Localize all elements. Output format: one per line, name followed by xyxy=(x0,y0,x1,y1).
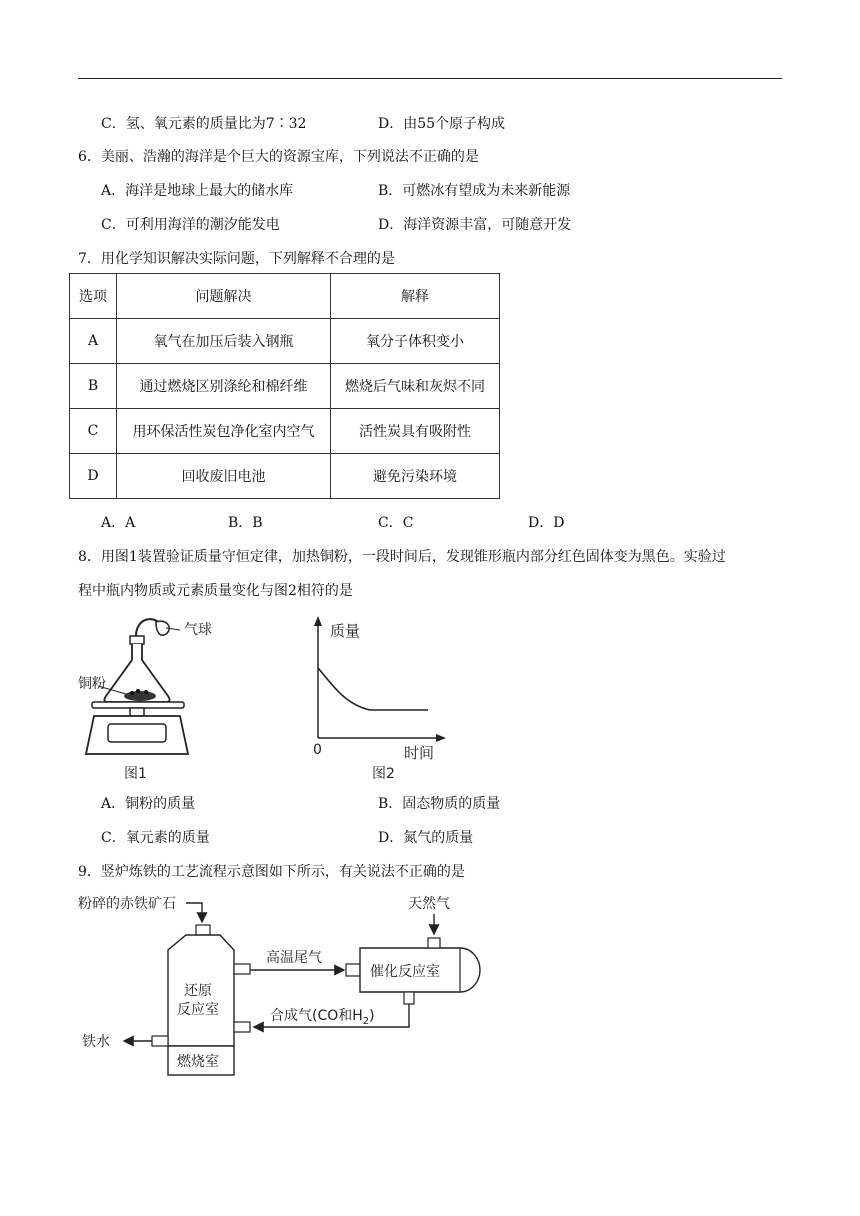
table-header-cell: 问题解决 xyxy=(117,274,331,319)
table-cell: 避免污染环境 xyxy=(331,454,500,499)
q8-stem-line2: 程中瓶内物质或元素质量变化与图2相符的是 xyxy=(78,583,353,599)
q6-option-b: B．可燃冰有望成为未来新能源 xyxy=(378,183,571,199)
table-row xyxy=(70,364,500,409)
syngas-label xyxy=(270,1007,375,1027)
q6-option-c: C．可利用海洋的潮汐能发电 xyxy=(101,217,280,233)
combustion-label: 燃烧室 xyxy=(177,1054,219,1070)
balance-display xyxy=(108,724,166,742)
gas-port xyxy=(428,938,440,948)
q7-option-d: D．D xyxy=(528,515,565,531)
fig1-copper-label: 铜粉 xyxy=(78,676,106,692)
ore-label: 粉碎的赤铁矿石 xyxy=(78,896,176,912)
reduction-label-line2: 反应室 xyxy=(177,1002,219,1018)
table-row xyxy=(70,454,500,499)
q7-option-b: B．B xyxy=(228,515,263,531)
table-header-row xyxy=(70,274,500,319)
q5-option-c: C．氢、氧元素的质量比为7∶32 xyxy=(101,116,307,132)
table-row xyxy=(70,319,500,364)
catalytic-inlet xyxy=(346,964,360,976)
x-axis-arrow xyxy=(436,734,446,742)
gas-label: 天然气 xyxy=(408,896,450,912)
fig2-caption: 图2 xyxy=(372,766,395,782)
fig2-origin: 0 xyxy=(313,742,322,758)
header-rule xyxy=(78,78,782,79)
flask-stopper xyxy=(130,636,144,644)
q7-table xyxy=(69,273,500,499)
fig1-balloon-label: 气球 xyxy=(184,622,212,638)
q8-option-d: D．氮气的质量 xyxy=(378,830,474,846)
table-header-cell: 解释 xyxy=(331,274,500,319)
copper-powder xyxy=(124,691,156,701)
iron-label: 铁水 xyxy=(82,1034,110,1050)
q8-option-a: A．铜粉的质量 xyxy=(101,796,196,812)
table-cell: 通过燃烧区别涤纶和棉纤维 xyxy=(117,364,331,409)
syngas-label-sub: 2 xyxy=(362,1016,370,1027)
q5-option-d: D．由55个原子构成 xyxy=(378,116,506,132)
ore-arrow xyxy=(186,903,202,922)
table-header-cell: 选项 xyxy=(70,274,117,319)
table-cell: D xyxy=(70,454,117,499)
q9-stem: 9．竖炉炼铁的工艺流程示意图如下所示，有关说法不正确的是 xyxy=(78,864,465,880)
table-cell: A xyxy=(70,319,117,364)
iron-port xyxy=(152,1036,168,1046)
catalytic-label: 催化反应室 xyxy=(370,964,440,980)
tail-gas-label: 高温尾气 xyxy=(266,950,322,966)
table-cell: 氧气在加压后装入钢瓶 xyxy=(117,319,331,364)
syngas-port xyxy=(234,1022,250,1032)
q8-option-c: C．氧元素的质量 xyxy=(101,830,210,846)
syngas-label-close: ) xyxy=(369,1008,375,1024)
q8-option-b: B．固态物质的质量 xyxy=(378,796,501,812)
y-axis-arrow xyxy=(314,616,322,626)
table-cell: B xyxy=(70,364,117,409)
q8-stem-line1: 8．用图1装置验证质量守恒定律，加热铜粉，一段时间后，发现锥形瓶内部分红色固体变为黑色。实验过 xyxy=(78,549,726,565)
syngas-outlet xyxy=(404,992,414,1004)
balance-pan xyxy=(92,702,184,708)
q9-flow-diagram xyxy=(76,892,496,1082)
fig2-y-label: 质量 xyxy=(330,622,361,640)
mass-curve xyxy=(318,668,428,710)
tail-gas-port xyxy=(234,964,250,974)
q6-stem: 6．美丽、浩瀚的海洋是个巨大的资源宝库，下列说法不正确的是 xyxy=(78,149,479,165)
q8-figure1 xyxy=(76,608,246,783)
table-cell: 回收废旧电池 xyxy=(117,454,331,499)
table-row xyxy=(70,409,500,454)
balance-stem xyxy=(130,708,144,716)
table-cell: 活性炭具有吸附性 xyxy=(331,409,500,454)
furnace-inlet xyxy=(196,925,210,935)
q7-stem: 7．用化学知识解决实际问题，下列解释不合理的是 xyxy=(78,251,395,267)
fig1-caption: 图1 xyxy=(124,766,147,782)
table-cell: 燃烧后气味和灰烬不同 xyxy=(331,364,500,409)
q8-figure2 xyxy=(300,612,450,784)
q7-option-c: C．C xyxy=(378,515,414,531)
q6-option-a: A．海洋是地球上最大的储水库 xyxy=(101,183,294,199)
fig2-x-label: 时间 xyxy=(404,744,435,762)
q6-option-d: D．海洋资源丰富，可随意开发 xyxy=(378,217,572,233)
table-cell: 用环保活性炭包净化室内空气 xyxy=(117,409,331,454)
table-cell: C xyxy=(70,409,117,454)
table-cell: 氧分子体积变小 xyxy=(331,319,500,364)
q7-option-a: A．A xyxy=(101,515,136,531)
syngas-label-main: 合成气(CO和H xyxy=(270,1008,363,1024)
reduction-label-line1: 还原 xyxy=(184,983,212,999)
